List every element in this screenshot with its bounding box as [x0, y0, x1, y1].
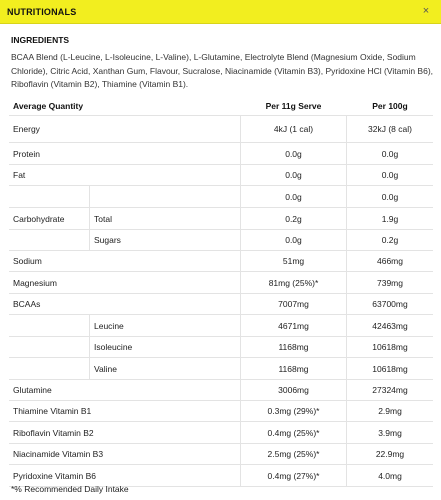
row-per-100g-value: 10618mg — [372, 363, 408, 374]
row-sub-label: Isoleucine — [94, 342, 133, 352]
row-per-100g-value: 3.9mg — [378, 427, 402, 438]
row-nutrient-name: Thiamine Vitamin B1 — [13, 406, 92, 416]
row-sub-label: Valine — [94, 363, 117, 374]
row-per-100g-value: 22.9mg — [375, 449, 405, 459]
row-per-serve-value: 7007mg — [240, 294, 347, 314]
table-row — [9, 401, 433, 422]
table-row — [9, 315, 433, 337]
row-per-serve-value: 0.0g — [240, 230, 347, 250]
row-per-100g-value: 42463mg — [372, 320, 408, 331]
row-sub-label: Total — [94, 213, 112, 224]
table-row — [9, 116, 433, 143]
nutritionals-header — [0, 0, 441, 24]
row-per-100g-value: 4.0mg — [378, 470, 402, 481]
row-per-serve-value: 0.4mg (25%)* — [240, 422, 347, 443]
close-icon[interactable]: × — [422, 5, 430, 17]
row-per-100g-value: 10618mg — [372, 342, 408, 352]
row-per-serve-value: 3006mg — [240, 380, 347, 400]
row-nutrient-name: Pyridoxine Vitamin B6 — [13, 470, 96, 481]
header-per-serve: Per 11g Serve — [265, 101, 322, 111]
table-row — [9, 272, 433, 294]
row-per-serve-value: 81mg (25%)* — [240, 272, 347, 293]
row-per-serve-value: 4kJ (1 cal) — [240, 116, 347, 142]
row-nutrient-name: BCAAs — [13, 299, 41, 309]
row-per-serve-value: 0.2g — [240, 208, 347, 229]
row-per-100g-value: 32kJ (8 cal) — [368, 124, 412, 134]
row-sub-label: Sugars — [94, 235, 121, 245]
table-row — [9, 294, 433, 315]
row-sub-cell — [89, 358, 240, 379]
table-header-row — [9, 97, 433, 116]
table-row — [9, 186, 433, 208]
row-per-100g-value: 1.9g — [381, 213, 399, 224]
row-nutrient-name: Fat — [13, 170, 26, 180]
row-per-serve-value: 1168mg — [240, 337, 347, 357]
row-per-serve-value: 0.0g — [240, 186, 347, 207]
row-per-100g-value: 466mg — [377, 256, 403, 266]
row-nutrient-name: Energy — [13, 124, 40, 134]
table-row — [9, 422, 433, 444]
nutrition-table — [9, 97, 433, 487]
table-row — [9, 337, 433, 358]
row-per-serve-value: 0.0g — [240, 143, 347, 164]
row-per-serve-value: 51mg — [240, 251, 347, 271]
row-per-serve-value: 0.3mg (29%)* — [240, 401, 347, 421]
ingredients-text: BCAA Blend (L-Leucine, L-Isoleucine, L-Valine), L-Glutamine, Electrolyte Blend (Magnesium Oxide, Sodium Chloride), Citric Acid, Xanthan Gum, Flavour, Sucralose, Niacinamide (Vitamin B3), Pyridoxine HCl (Vitamin B6), Riboflavin (Vitamin B2), Thiamine (Vitamin B1). — [11, 52, 434, 89]
row-per-100g-value: 0.0g — [381, 148, 399, 159]
row-per-100g-value: 27324mg — [372, 385, 408, 395]
row-per-serve-value: 2.5mg (25%)* — [240, 444, 347, 464]
row-nutrient-name: Niacinamide Vitamin B3 — [13, 449, 104, 459]
row-nutrient-name: Sodium — [13, 256, 42, 266]
table-row — [9, 358, 433, 380]
row-per-100g-value: 739mg — [377, 277, 403, 288]
row-sub-cell — [89, 230, 240, 250]
footnote: *% Recommended Daily Intake — [11, 484, 129, 494]
row-per-100g-value: 63700mg — [372, 299, 408, 309]
row-per-100g-value: 2.9mg — [378, 406, 402, 416]
table-row — [9, 444, 433, 465]
table-row — [9, 208, 433, 230]
row-nutrient-name: Protein — [13, 148, 40, 159]
header-average-quantity: Average Quantity — [13, 101, 84, 111]
row-nutrient-name: Glutamine — [13, 385, 52, 395]
header-per-100g: Per 100g — [372, 101, 408, 111]
panel-title: NUTRITIONALS — [7, 7, 77, 17]
row-per-serve-value: 0.4mg (27%)* — [240, 465, 347, 486]
row-per-serve-value: 0.0g — [240, 165, 347, 185]
table-row — [9, 230, 433, 251]
table-row — [9, 143, 433, 165]
table-row — [9, 251, 433, 272]
row-sub-cell — [89, 315, 240, 336]
row-sub-cell — [89, 186, 240, 207]
row-sub-cell — [89, 337, 240, 357]
row-sub-cell — [89, 208, 240, 229]
row-sub-label: Leucine — [94, 320, 124, 331]
table-row — [9, 165, 433, 186]
row-per-100g-value: 0.0g — [381, 191, 399, 202]
row-nutrient-name: Magnesium — [13, 277, 57, 288]
row-per-100g-value: 0.0g — [381, 170, 399, 180]
row-nutrient-name: Riboflavin Vitamin B2 — [13, 427, 94, 438]
row-per-serve-value: 1168mg — [240, 358, 347, 379]
row-nutrient-name: Carbohydrate — [13, 213, 65, 224]
table-body — [9, 116, 433, 487]
table-row — [9, 380, 433, 401]
ingredients-heading: INGREDIENTS — [11, 35, 70, 45]
row-per-100g-value: 0.2g — [381, 235, 399, 245]
row-per-serve-value: 4671mg — [240, 315, 347, 336]
